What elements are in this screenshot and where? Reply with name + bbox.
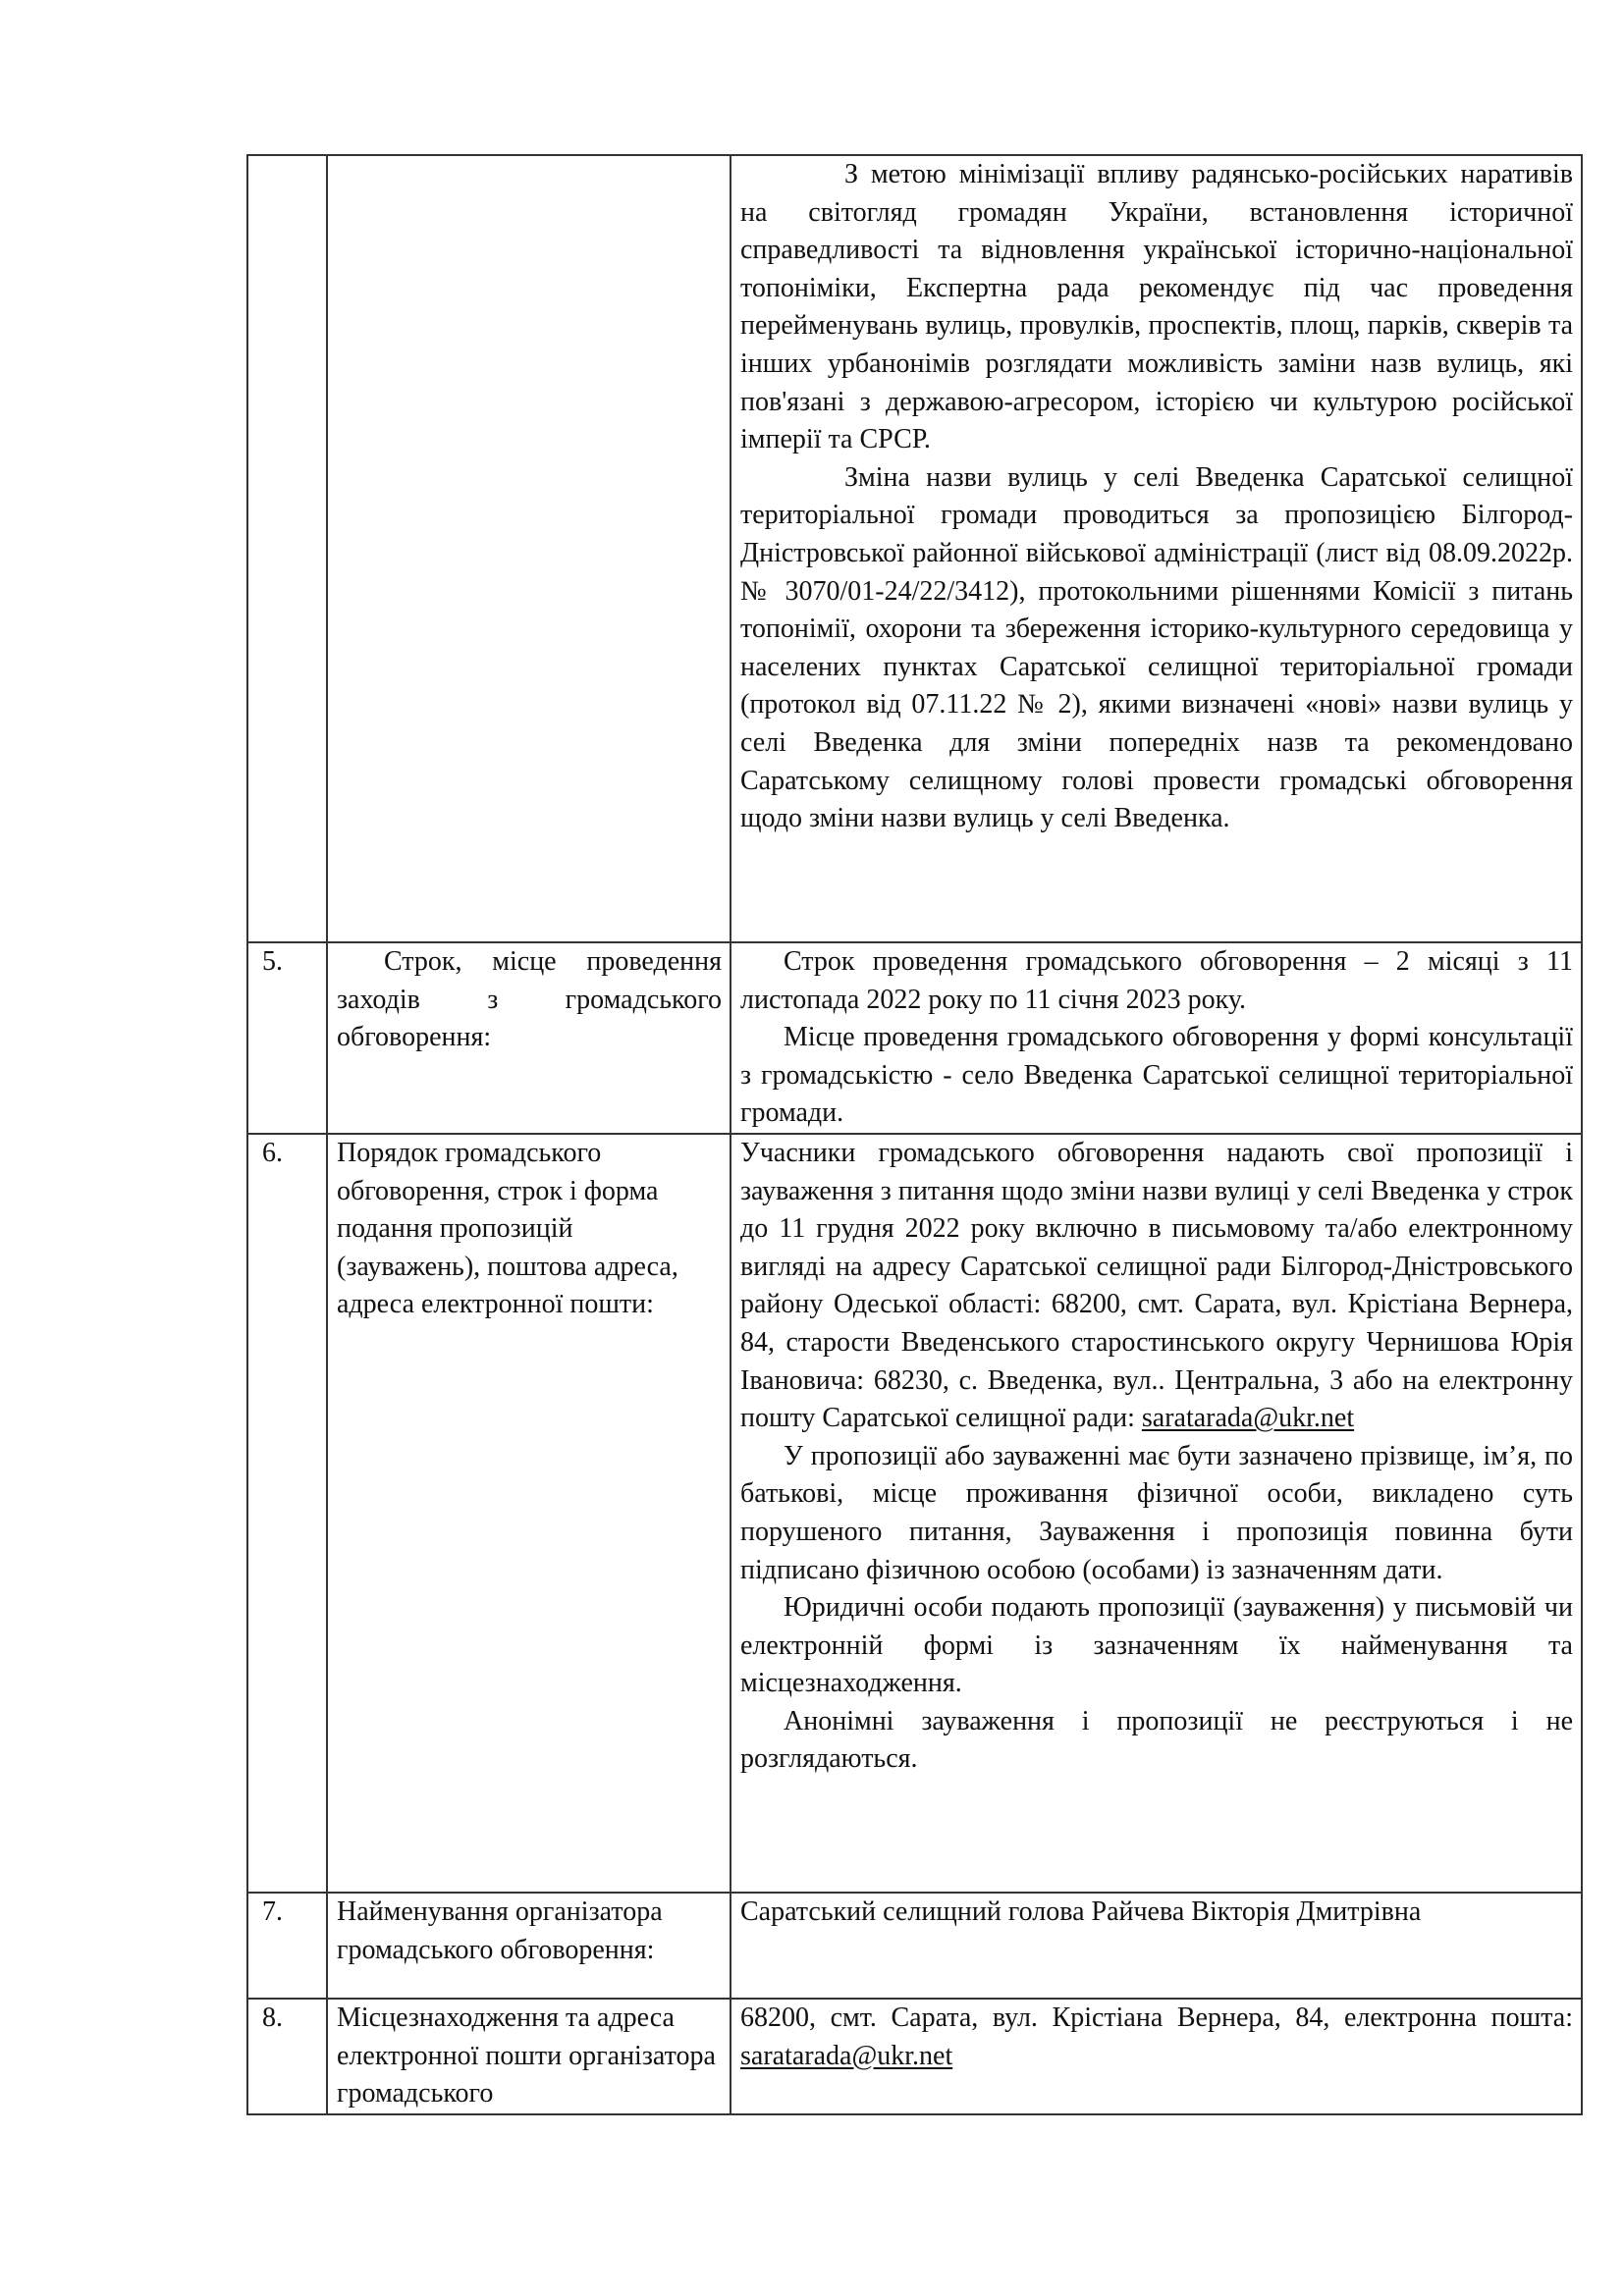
email-link[interactable]: saratarada@ukr.net xyxy=(1141,1403,1355,1434)
table-row xyxy=(247,155,1582,942)
table-row xyxy=(247,1134,1582,1893)
paragraph-place: Місце проведення громадського обговорення у формі консультації з громадськістю - село Введенка Саратської селищної територіальної громади. xyxy=(740,1022,1573,1129)
paragraph-rationale: З метою мінімізації впливу радянсько-російських наративів на світогляд громадян України, встановлення історичної справедливості та відновлення української історично-національної топоніміки, Експертна рада рекомендує під час проведення перейменувань вулиць, провулків, проспектів, площ, парків, скверів та інших урбанонімів розглядати можливість заміни назв вулиць, які пов'язані з державою-агресором, історією чи культурою російської імперії та СРСР. xyxy=(740,159,1573,455)
row-number: 7. xyxy=(247,1893,327,1999)
paragraph-organizer-address xyxy=(740,2000,1573,2075)
row-label: Найменування організатора громадського обговорення: xyxy=(327,1893,731,1999)
email-link[interactable]: saratarada@ukr.net xyxy=(740,2040,953,2071)
paragraph-term: Строк проведення громадського обговорення – 2 місяці з 11 листопада 2022 року по 11 січня 2023 року. xyxy=(740,946,1573,1015)
paragraph-legal-entities: Юридичні особи подають пропозиції (зауваження) у письмовій чи електронній формі із зазначенням їх найменування та місцезнаходження. xyxy=(740,1592,1573,1699)
row-content xyxy=(731,1999,1582,2114)
table-row xyxy=(247,942,1582,1134)
consultation-info-table xyxy=(246,154,1583,2115)
row-number xyxy=(247,155,327,942)
paragraph-anonymous: Анонімні зауваження і пропозиції не реєструються і не розглядаються. xyxy=(740,1705,1573,1775)
row-label xyxy=(327,155,731,942)
address-text: 68200, смт. Сарата, вул. Крістіана Вернера, 84, електронна пошта: xyxy=(740,2002,1573,2033)
paragraph-requirements: У пропозиції або зауваженні має бути зазначено прізвище, ім’я, по батькові, місце проживання фізичної особи, викладено суть порушеного питання, Зауваження і пропозиція повинна бути підписано фізичною особою (особами) із зазначенням дати. xyxy=(740,1440,1573,1585)
table-row xyxy=(247,1893,1582,1999)
row-number: 8. xyxy=(247,1999,327,2114)
row-number: 6. xyxy=(247,1134,327,1893)
row-label: Порядок громадського обговорення, строк і форма подання пропозицій (зауважень), поштова адреса, адреса електронної пошти: xyxy=(327,1134,731,1893)
paragraph-organizer: Саратський селищний голова Райчева Вікторія Дмитрівна xyxy=(740,1896,1422,1927)
row-content xyxy=(731,1893,1582,1999)
row-content xyxy=(731,1134,1582,1893)
row-content xyxy=(731,942,1582,1134)
row-label: Місцезнаходження та адреса електронної пошти організатора громадського xyxy=(327,1999,731,2114)
row-content xyxy=(731,155,1582,942)
row-number: 5. xyxy=(247,942,327,1134)
paragraph-renaming-basis: Зміна назви вулиць у селі Введенка Саратської селищної територіальної громади проводиться за пропозицією Білгород-Дністровської районної військової адміністрації (лист від 08.09.2022р. № 3070/01-24/22/3412), протокольними рішеннями Комісії з питань топонімії, охорони та збереження історико-культурного середовища у населених пунктах Саратської селищної територіальної громади (протокол від 07.11.22 № 2), якими визначені «нові» назви вулиць у селі Введенка для зміни попередніх назв та рекомендовано Саратському селищному голові провести громадські обговорення щодо зміни назви вулиць у селі Введенка. xyxy=(740,461,1573,834)
table-row xyxy=(247,1999,1582,2114)
submission-text: Учасники громадського обговорення надають свої пропозиції і зауваження з питання щодо зміни назви вулиці у селі Введенка у строк до 11 грудня 2022 року включно в письмовому та/або електронному вигляді на адресу Саратської селищної ради Білгород-Дністровського району Одеської області: 68200, смт. Сарата, вул. Крістіана Вернера, 84, старости Введенського старостинського округу Чернишова Юрія Івановича: 68230, с. Введенка, вул.. Центральна, 3 або на електронну пошту Саратської селищної ради: xyxy=(740,1137,1573,1434)
row-label: Строк, місце проведення заходів з громадського обговорення: xyxy=(327,942,731,1134)
paragraph-submission xyxy=(740,1135,1573,1438)
